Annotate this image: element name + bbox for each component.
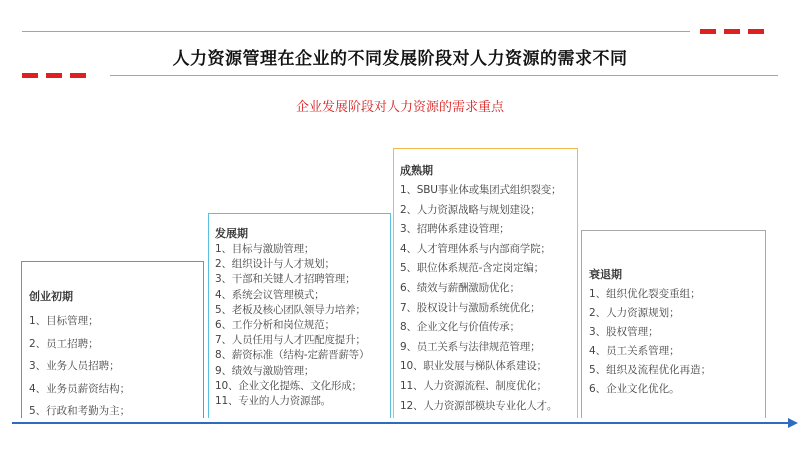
list-item: 8、薪资标准（结构-定薪晋薪等） [215, 349, 370, 362]
list-item: 1、SBU事业体或集团式组织裂变； [400, 184, 562, 196]
list-item: 9、绩效与激励管理； [215, 364, 315, 377]
timeline-arrow [12, 417, 798, 429]
list-item: 2、组织设计与人才规划； [215, 258, 335, 271]
top-dash-3 [748, 29, 764, 34]
list-item: 9、员工关系与法律规范管理； [400, 340, 541, 353]
bottom-dash-3 [70, 73, 86, 78]
stage-mature-list [400, 181, 573, 416]
list-item: 3、股权管理； [589, 326, 659, 338]
top-dash-1 [700, 29, 716, 34]
list-item: 4、业务员薪资结构； [29, 382, 131, 395]
arrow-head-icon [788, 418, 798, 428]
list-item: 3、干部和关键人才招聘管理； [215, 273, 356, 286]
stage-decline-box [581, 230, 766, 418]
top-dash-2 [724, 29, 740, 34]
list-item: 3、招聘体系建设管理； [400, 223, 510, 236]
list-item: 11、人力资源流程、制度优化； [400, 379, 547, 392]
list-item: 5、组织及流程优化再造； [589, 364, 712, 376]
top-rule [22, 31, 690, 32]
bottom-dash-1 [22, 73, 38, 78]
list-item: 10、职业发展与梯队体系建设； [400, 360, 547, 373]
stage-decline-list [589, 285, 761, 399]
list-item: 4、系统会议管理模式； [215, 288, 325, 301]
stage-mature-title: 成熟期 [400, 164, 433, 177]
stage-growth-list [215, 242, 386, 409]
bottom-dash-2 [46, 73, 62, 78]
stage-startup-box [21, 261, 204, 418]
list-item: 2、人力资源规划； [589, 307, 680, 319]
list-item: 1、目标管理； [29, 315, 99, 327]
list-item: 3、业务人员招聘； [29, 360, 120, 372]
list-item: 6、工作分析和岗位规范； [215, 319, 335, 332]
list-item: 8、企业文化与价值传承； [400, 321, 520, 334]
list-item: 6、绩效与薪酬激励优化； [400, 281, 520, 294]
stage-startup-title: 创业初期 [29, 290, 73, 303]
list-item: 4、人才管理体系与内部商学院； [400, 242, 551, 255]
stage-growth-title: 发展期 [215, 227, 248, 240]
list-item: 2、人力资源战略与规划建设； [400, 203, 541, 216]
bottom-rule [110, 75, 778, 76]
page-title: 人力资源管理在企业的不同发展阶段对人力资源的需求不同 [172, 49, 628, 69]
stage-mature-box [393, 148, 578, 418]
list-item: 5、行政和考勤为主； [29, 405, 131, 417]
stage-startup-list [29, 310, 197, 423]
list-item: 5、老板及核心团队领导力培养； [215, 303, 366, 316]
list-item: 11、专业的人力资源部。 [215, 395, 331, 408]
list-item: 10、企业文化提炼、文化形成； [215, 379, 362, 392]
list-item: 1、组织优化裂变重组； [589, 288, 701, 300]
list-item: 2、员工招聘； [29, 337, 99, 350]
list-item: 7、人员任用与人才匹配度提升； [215, 334, 366, 347]
stage-growth-box [208, 213, 391, 418]
list-item: 4、员工关系管理； [589, 345, 680, 357]
page-subtitle: 企业发展阶段对人力资源的需求重点 [295, 100, 504, 115]
stage-decline-title: 衰退期 [589, 268, 622, 281]
list-item: 1、目标与激励管理； [215, 243, 315, 255]
list-item: 6、企业文化优化。 [589, 383, 680, 395]
list-item: 7、股权设计与激励系统优化； [400, 301, 541, 314]
list-item: 12、人力资源部模块专业化人才。 [400, 399, 558, 412]
list-item: 5、职位体系规范-含定岗定编； [400, 262, 544, 275]
